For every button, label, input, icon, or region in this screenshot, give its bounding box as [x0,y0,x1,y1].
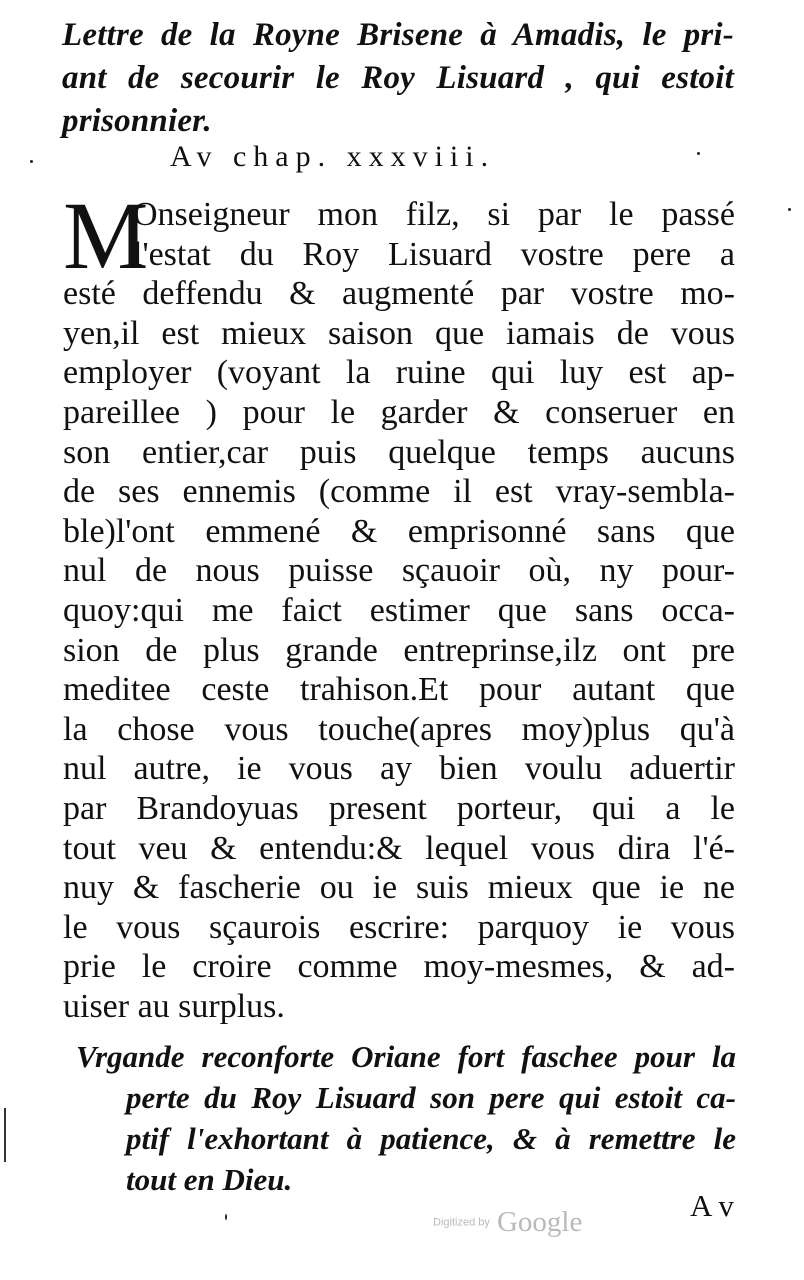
body-line: esté deffendu & augmenté par vostre mo- [63,275,735,313]
body-line: tout veu & entendu:& lequel vous dira l'é- [63,829,735,867]
body-line: par Brandoyuas present porteur, qui a le [63,789,735,827]
body-line: uiser au surplus. [63,987,285,1025]
body-line: la chose vous touche(apres moy)plus qu'à [63,710,735,748]
next-chapter-summary [76,1036,736,1200]
letter-body [63,182,735,1026]
margin-mark [4,1108,6,1162]
chapter-label: Av chap. xxxviii. [170,140,496,173]
body-line: Onseigneur mon filz, si par le passé [133,196,735,233]
letter-heading [62,14,734,143]
body-line: ble)l'ont emmené & emprisonné sans que [63,512,735,550]
letter-heading-line: ant de secourir le Roy Lisuard , qui estoit [62,60,734,96]
summary-line: Vrgande reconforte Oriane fort faschee pour la [76,1039,736,1074]
drop-cap: M [63,182,149,289]
summary-line: ptif l'exhortant à patience, & à remettre le [126,1121,736,1156]
body-line: l'estat du Roy Lisuard vostre pere a [133,235,735,273]
digitizer-watermark [433,1206,582,1239]
body-line: employer (voyant la ruine qui luy est ap- [63,354,735,392]
body-line: nuy & fascherie ou ie suis mieux que ie ne [63,869,735,907]
summary-line: tout en Dieu. [126,1162,293,1197]
body-line: de ses ennemis (comme il est vray-sembla- [63,473,735,511]
body-line: son entier,car puis quelque temps aucuns [63,433,735,471]
signature-mark: A v [690,1188,734,1223]
body-line: quoy:qui me faict estimer que sans occa- [63,591,735,629]
body-line: pareillee ) pour le garder & conseruer en [63,393,735,431]
body-line: meditee ceste trahison.Et pour autant que [63,671,735,709]
letter-heading-line: prisonnier. [62,103,212,139]
letter-heading-line: Lettre de la Royne Brisene à Amadis, le pri- [62,17,734,53]
ink-speck [788,208,791,211]
body-line: nul de nous puisse sçauoir où, ny pour- [63,552,735,590]
body-line: sion de plus grande entreprinse,ilz ont pre [63,631,735,669]
google-logo: Google [496,1206,583,1238]
ink-speck [225,1214,227,1220]
body-line: yen,il est mieux saison que iamais de vous [63,314,735,352]
ink-speck [697,152,700,155]
ink-speck [30,160,33,163]
body-line: le vous sçaurois escrire: parquoy ie vous [63,908,735,946]
body-line: nul autre, ie vous ay bien voulu aduertir [63,750,735,788]
summary-line: perte du Roy Lisuard son pere qui estoit ca- [126,1080,736,1115]
body-line: prie le croire comme moy-mesmes, & ad- [63,948,735,986]
watermark-prefix: Digitized by [433,1216,490,1229]
